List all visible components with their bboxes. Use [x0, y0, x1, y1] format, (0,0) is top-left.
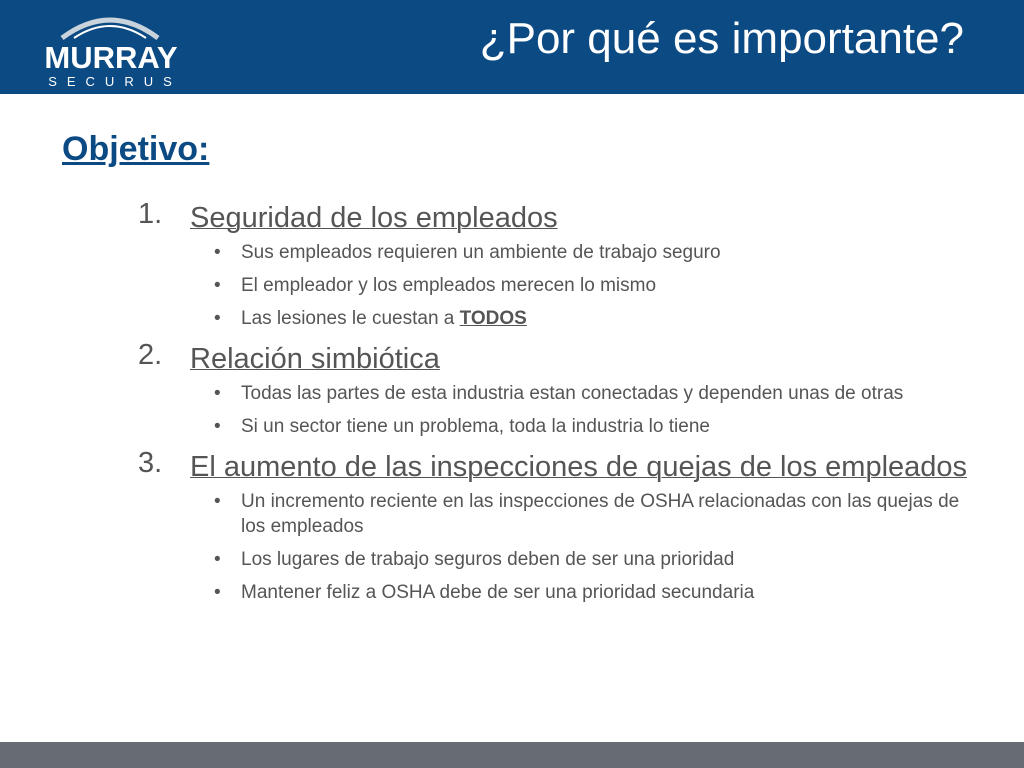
sub-bullet: • Sus empleados requieren un ambiente de trabajo seguro — [241, 240, 968, 265]
sub-bullet-text: Las lesiones le cuestan a — [241, 308, 460, 329]
sub-bullet-list — [138, 240, 968, 331]
sub-bullet: • Mantener feliz a OSHA debe de ser una prioridad secundaria — [241, 580, 968, 605]
list-item-3 — [138, 447, 968, 605]
logo-arc-icon — [58, 10, 162, 40]
objective-list — [138, 198, 968, 613]
list-item-1 — [138, 198, 968, 331]
item-heading: El aumento de las inspecciones de quejas de los empleados — [190, 451, 968, 483]
slide-title: ¿Por qué es importante? — [479, 14, 964, 63]
murray-securus-logo — [30, 10, 190, 89]
sub-bullet: • Todas las partes de esta industria estan conectadas y dependen unas de otras — [241, 381, 968, 406]
footer-bar — [0, 742, 1024, 768]
sub-bullet-list — [138, 489, 968, 605]
objective-heading: Objetivo: — [62, 130, 210, 168]
item-number: 2. — [138, 339, 163, 371]
sub-bullet — [241, 306, 968, 331]
emphasis-text: TODOS — [459, 308, 527, 329]
logo-wordmark: MURRAY — [44, 40, 178, 75]
sub-bullet-list — [138, 381, 968, 439]
list-item-2 — [138, 339, 968, 439]
sub-bullet: • El empleador y los empleados merecen lo mismo — [241, 273, 968, 298]
item-heading: Relación simbiótica — [190, 343, 440, 375]
sub-bullet: • Si un sector tiene un problema, toda la industria lo tiene — [241, 414, 968, 439]
item-number: 3. — [138, 447, 163, 479]
logo-subtext: SECURUS — [48, 74, 182, 89]
sub-bullet: • Un incremento reciente en las inspecciones de OSHA relacionadas con las quejas de los empleados — [241, 489, 968, 539]
item-number: 1. — [138, 198, 163, 230]
item-heading: Seguridad de los empleados — [190, 202, 558, 234]
sub-bullet: • Los lugares de trabajo seguros deben de ser una prioridad — [241, 547, 968, 572]
header-bar — [0, 0, 1024, 94]
